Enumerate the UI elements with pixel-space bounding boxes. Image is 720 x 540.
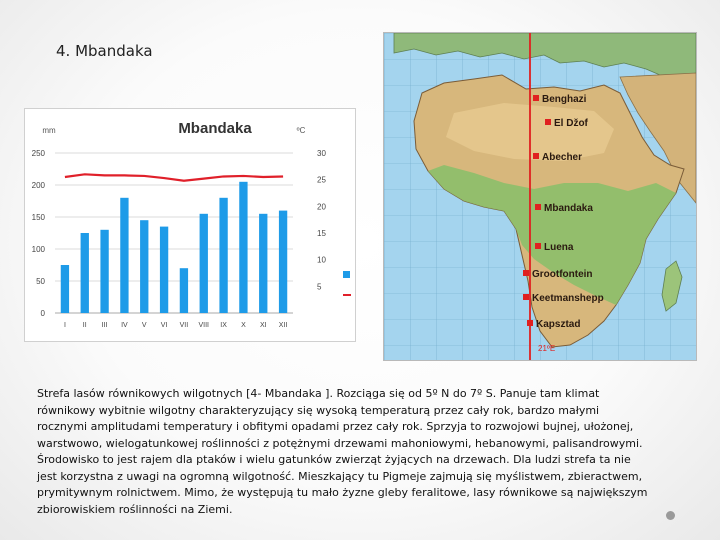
x-tick-label: VI bbox=[160, 322, 168, 329]
location-marker bbox=[523, 294, 529, 300]
y-tick-label: 200 bbox=[31, 181, 45, 190]
x-tick-label: V bbox=[141, 322, 147, 329]
description-paragraph: Strefa lasów równikowych wilgotnych [4- Mbandaka ]. Rozciąga się od 5º N do 7º S. Panuje tam klimat równikowy wybitnie wilgotny charakteryzujący się wysoką temperaturą przez cały rok, bardzo małymi rocznymi amplitudami temperatury i obfitymi opadami przez cały rok. Sprzyja to rozwojowi bujnej, ułożonej, warstwowo, wielogatunkowej roślinności z potężnymi drzewami mahoniowymi, hebanowymi, palisandrowymi. Środowisko to jest rajem dla ptaków i wielu gatunków zwierząt żyjących na drzewach. Dla ludzi strefa ta nie jest korzystna z uwagi na ogromną wilgotność. Mieszkający tu Pigmeje zajmują się myślistwem, zbieractwem, prymitywnym rolnictwem. Mimo, że występują tu mało żyzne gleby feralitowe, lasy równikowe są największym zbiorowiskiem roślinności na Ziemi. bbox=[37, 387, 648, 516]
location-marker bbox=[535, 204, 541, 210]
location-label: Mbandaka bbox=[544, 203, 593, 214]
precip-bar bbox=[279, 211, 287, 313]
location-marker bbox=[535, 243, 541, 249]
africa-map bbox=[383, 32, 697, 361]
location-marker bbox=[533, 153, 539, 159]
y2-tick-label: 30 bbox=[317, 149, 326, 158]
precip-bar bbox=[180, 268, 188, 313]
location-label: Luena bbox=[544, 242, 574, 253]
location-marker bbox=[533, 95, 539, 101]
chart-title: Mbandaka bbox=[178, 120, 252, 137]
precip-bar bbox=[160, 227, 168, 313]
location-marker bbox=[527, 320, 533, 326]
location-marker bbox=[523, 270, 529, 276]
slide-nav-dot[interactable] bbox=[666, 511, 675, 520]
x-tick-label: X bbox=[241, 322, 246, 329]
location-marker bbox=[545, 119, 551, 125]
precip-bar bbox=[239, 182, 247, 313]
location-label: Benghazi bbox=[542, 94, 587, 105]
precip-bar bbox=[140, 220, 148, 313]
precip-bar bbox=[200, 214, 208, 313]
temperature-line bbox=[65, 174, 283, 180]
location-label: Grootfontein bbox=[532, 269, 593, 280]
slide-title: 4. Mbandaka bbox=[56, 42, 153, 60]
y-tick-label: 0 bbox=[40, 309, 45, 318]
climate-chart-svg bbox=[25, 109, 355, 341]
precip-bar bbox=[81, 233, 89, 313]
location-label: Abecher bbox=[542, 152, 583, 163]
x-tick-label: XI bbox=[259, 322, 267, 329]
africa-map-svg bbox=[384, 33, 696, 360]
legend-precip-swatch bbox=[343, 271, 350, 278]
precip-bar bbox=[219, 198, 227, 313]
y2-axis-label: ºC bbox=[296, 126, 306, 135]
y2-tick-label: 5 bbox=[317, 282, 322, 292]
x-tick-label: XII bbox=[278, 322, 288, 329]
y2-tick-label: 15 bbox=[317, 229, 326, 238]
x-tick-label: I bbox=[63, 322, 66, 329]
precip-bar bbox=[259, 214, 267, 313]
y-axis-label: mm bbox=[42, 126, 56, 135]
location-label: Keetmanshepp bbox=[532, 293, 604, 304]
y2-tick-label: 25 bbox=[317, 175, 326, 185]
x-tick-label: IV bbox=[121, 322, 128, 329]
precip-bar bbox=[61, 265, 69, 313]
y-tick-label: 100 bbox=[31, 245, 45, 254]
y2-tick-label: 20 bbox=[317, 202, 326, 212]
y2-tick-label: 10 bbox=[317, 255, 326, 265]
y-tick-label: 150 bbox=[31, 213, 45, 222]
precip-bar bbox=[120, 198, 128, 313]
meridian-label: 21ºE bbox=[538, 344, 556, 353]
climate-chart bbox=[24, 108, 356, 342]
x-tick-label: IX bbox=[220, 322, 227, 329]
location-label: El Džof bbox=[554, 118, 588, 129]
y-tick-label: 250 bbox=[31, 149, 45, 158]
x-tick-label: III bbox=[101, 322, 108, 329]
precip-bar bbox=[100, 230, 108, 313]
y-tick-label: 50 bbox=[36, 277, 45, 286]
x-tick-label: VIII bbox=[198, 322, 210, 329]
x-tick-label: VII bbox=[179, 322, 189, 329]
location-label: Kapsztad bbox=[536, 319, 581, 330]
x-tick-label: II bbox=[82, 322, 87, 329]
